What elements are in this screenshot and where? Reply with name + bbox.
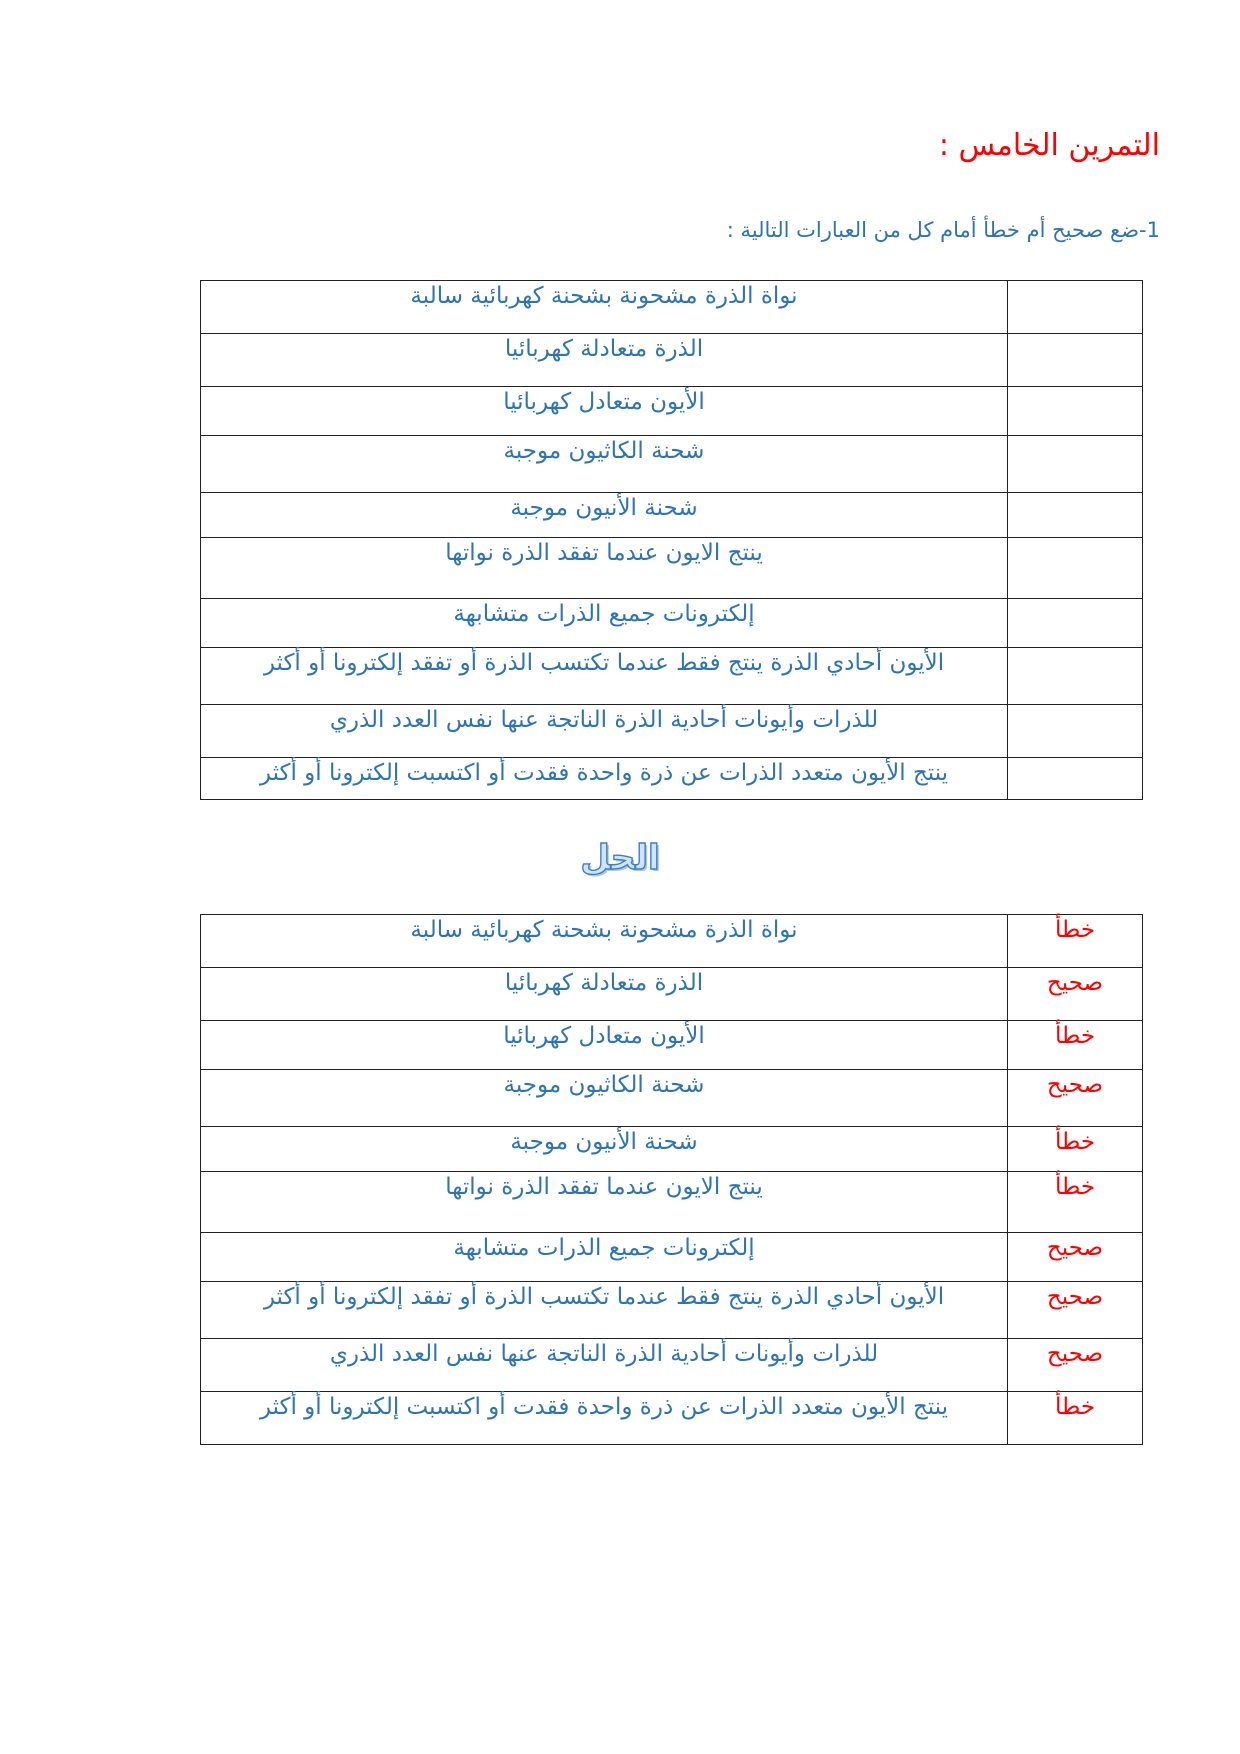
answer-cell-empty <box>1008 758 1143 800</box>
table-row <box>201 1339 1143 1392</box>
table-row <box>201 599 1143 648</box>
table-row <box>201 281 1143 334</box>
table-row <box>201 758 1143 800</box>
statement-cell: الأيون أحادي الذرة ينتج فقط عندما تكتسب الذرة أو تفقد إلكترونا أو أكثر <box>201 1282 1008 1339</box>
table-row <box>201 1021 1143 1070</box>
answer-cell: خطأ <box>1008 1392 1143 1445</box>
answer-cell-empty <box>1008 493 1143 538</box>
exercise-instruction: 1-ضع صحيح أم خطأ أمام كل من العبارات التالية : <box>726 218 1160 242</box>
statement-cell: نواة الذرة مشحونة بشحنة كهربائية سالبة <box>201 915 1008 968</box>
statement-cell: ينتج الأيون متعدد الذرات عن ذرة واحدة فقدت أو اكتسبت إلكترونا أو أكثر <box>201 758 1008 800</box>
table-row <box>201 915 1143 968</box>
statement-cell: شحنة الكاثيون موجبة <box>201 436 1008 493</box>
answer-cell-empty <box>1008 387 1143 436</box>
statement-cell: ينتج الايون عندما تفقد الذرة نواتها <box>201 1172 1008 1233</box>
table-row <box>201 387 1143 436</box>
solution-table <box>200 914 1143 1445</box>
answer-cell: صحيح <box>1008 968 1143 1021</box>
answer-cell-empty <box>1008 648 1143 705</box>
table-row <box>201 1392 1143 1445</box>
answer-cell: صحيح <box>1008 1070 1143 1127</box>
answer-cell: صحيح <box>1008 1339 1143 1392</box>
table-row <box>201 1127 1143 1172</box>
statement-cell: إلكترونات جميع الذرات متشابهة <box>201 1233 1008 1282</box>
solution-heading: الحل <box>580 838 660 878</box>
statement-cell: شحنة الكاثيون موجبة <box>201 1070 1008 1127</box>
answer-cell-empty <box>1008 281 1143 334</box>
answer-cell-empty <box>1008 705 1143 758</box>
statement-cell: الذرة متعادلة كهربائيا <box>201 968 1008 1021</box>
table-row <box>201 648 1143 705</box>
table-row <box>201 1233 1143 1282</box>
answer-cell: خطأ <box>1008 1127 1143 1172</box>
table-row <box>201 538 1143 599</box>
answer-cell: خطأ <box>1008 915 1143 968</box>
table-row <box>201 493 1143 538</box>
answer-cell: صحيح <box>1008 1233 1143 1282</box>
answer-cell: خطأ <box>1008 1172 1143 1233</box>
answer-cell-empty <box>1008 599 1143 648</box>
table-row <box>201 968 1143 1021</box>
statement-cell: للذرات وأيونات أحادية الذرة الناتجة عنها نفس العدد الذري <box>201 1339 1008 1392</box>
answer-cell-empty <box>1008 334 1143 387</box>
statement-cell: الأيون متعادل كهربائيا <box>201 1021 1008 1070</box>
statement-cell: الذرة متعادلة كهربائيا <box>201 334 1008 387</box>
table-row <box>201 1282 1143 1339</box>
statement-cell: نواة الذرة مشحونة بشحنة كهربائية سالبة <box>201 281 1008 334</box>
answer-cell: صحيح <box>1008 1282 1143 1339</box>
table-row <box>201 436 1143 493</box>
table-row <box>201 1172 1143 1233</box>
statement-cell: ينتج الايون عندما تفقد الذرة نواتها <box>201 538 1008 599</box>
exercise-title: التمرين الخامس : <box>938 128 1160 163</box>
question-table <box>200 280 1143 800</box>
statement-cell: شحنة الأنيون موجبة <box>201 1127 1008 1172</box>
statement-cell: الأيون أحادي الذرة ينتج فقط عندما تكتسب الذرة أو تفقد إلكترونا أو أكثر <box>201 648 1008 705</box>
statement-cell: إلكترونات جميع الذرات متشابهة <box>201 599 1008 648</box>
table-row <box>201 334 1143 387</box>
table-row <box>201 705 1143 758</box>
statement-cell: للذرات وأيونات أحادية الذرة الناتجة عنها نفس العدد الذري <box>201 705 1008 758</box>
answer-cell: خطأ <box>1008 1021 1143 1070</box>
statement-cell: ينتج الأيون متعدد الذرات عن ذرة واحدة فقدت أو اكتسبت إلكترونا أو أكثر <box>201 1392 1008 1445</box>
answer-cell-empty <box>1008 436 1143 493</box>
table-row <box>201 1070 1143 1127</box>
answer-cell-empty <box>1008 538 1143 599</box>
statement-cell: شحنة الأنيون موجبة <box>201 493 1008 538</box>
statement-cell: الأيون متعادل كهربائيا <box>201 387 1008 436</box>
